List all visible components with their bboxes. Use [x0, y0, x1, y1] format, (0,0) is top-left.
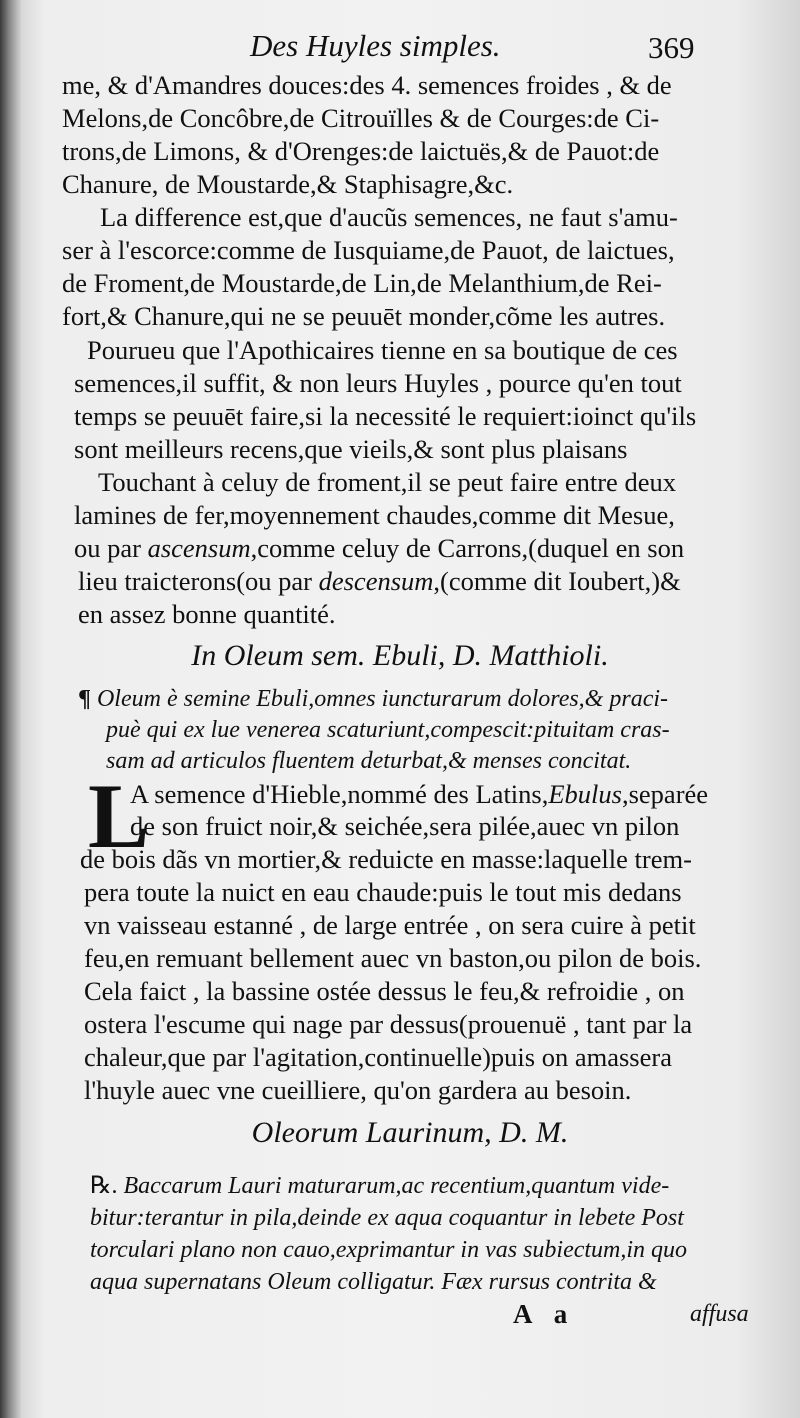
signature-mark: A a: [513, 1299, 576, 1329]
text-line: pera toute la nuict en eau chaude:puis le tout mis dedans: [84, 877, 682, 907]
summary-line: [0, 682, 800, 716]
text-line: vn vaisseau estanné , de large entrée , on sera cuire à petit: [84, 910, 696, 940]
recipe-line: bitur:terantur in pila,deinde ex aqua coquantur in lebete Post: [90, 1205, 684, 1231]
text-line: chaleur,que par l'agitation,continuelle)puis on amassera: [84, 1042, 672, 1072]
recipe-line: torculari plano non cauo,exprimantur in vas subiectum,in quo: [90, 1237, 688, 1263]
text-line: temps se peuuēt faire,si la necessité le requiert:ioinct qu'ils: [74, 401, 697, 431]
text-line: de son fruict noir,& seichée,sera pilée,auec vn pilon: [130, 811, 680, 841]
text-line: Pourueu que l'Apothicaires tienne en sa boutique de ces: [87, 335, 678, 365]
section-heading: Oleorum Laurinum, D. M.: [251, 1116, 569, 1149]
text-span: ,separée: [621, 779, 709, 809]
text-line: sont meilleurs recens,que vieils,& sont plus plaisans: [74, 434, 628, 464]
text-line: feu,en remuant bellement auec vn baston,ou pilon de bois.: [84, 943, 702, 973]
page-number: 369: [648, 30, 695, 65]
recipe-line: aqua supernatans Oleum colligatur. Fæx rursus contrita &: [90, 1269, 657, 1295]
text-line: ostera l'escume qui nage par dessus(prouenuë , tant par la: [84, 1009, 693, 1039]
text-line: Touchant à celuy de froment,il se peut faire entre deux: [98, 467, 676, 497]
text-span: ,(comme dit Ioubert,)&: [433, 566, 681, 596]
latin-term: descensum: [318, 566, 434, 596]
catchword: affusa: [690, 1301, 749, 1327]
latin-term: Ebulus: [548, 779, 622, 809]
recipe-text: Baccarum Lauri maturarum,ac recentium,quantum vide-: [123, 1173, 670, 1199]
text-line: lamines de fer,moyennement chaudes,comme dit Mesue,: [74, 500, 675, 530]
text-line: de Froment,de Moustarde,de Lin,de Melanthium,de Rei-: [62, 268, 662, 298]
text-line: fort,& Chanure,qui ne se peuuēt monder,cõme les autres.: [62, 301, 666, 331]
text-line: ser à l'escorce:comme de Iusquiame,de Pauot, de laictues,: [62, 235, 675, 265]
text-span: lieu traicterons(ou par: [78, 566, 319, 596]
text-line: Cela faict , la bassine ostée dessus le feu,& refroidie , on: [84, 976, 685, 1006]
section-heading: In Oleum sem. Ebuli, D. Matthioli.: [191, 639, 609, 672]
text-line: [0, 564, 800, 598]
text-line: me, & d'Amandres douces:des 4. semences froides , & de: [62, 70, 672, 100]
summary-line: sam ad articulos fluentem deturbat,& menses concitat.: [106, 748, 632, 774]
text-line: [0, 777, 800, 811]
text-line: l'huyle auec vne cueilliere, qu'on gardera au besoin.: [84, 1075, 632, 1105]
recipe-icon: ℞.: [90, 1173, 124, 1199]
drop-cap: L: [88, 765, 150, 867]
text-line: La difference est,que d'aucũs semences, ne faut s'amu-: [100, 202, 678, 232]
summary-line: puè qui ex lue venerea scaturiunt,compescit:pituitam cras-: [106, 717, 670, 743]
recipe-line: [0, 1169, 800, 1203]
text-line: Chanure, de Moustarde,& Staphisagre,&c.: [62, 169, 514, 199]
text-line: trons,de Limons, & d'Orenges:de laictuës,& de Pauot:de: [62, 136, 660, 166]
text-line: en assez bonne quantité.: [78, 599, 336, 629]
text-line: semences,il suffit, & non leurs Huyles , pource qu'en tout: [74, 368, 682, 398]
running-title: Des Huyles simples.: [250, 28, 501, 63]
latin-term: ascensum: [147, 533, 251, 563]
text-span: A semence d'Hieble,nommé des Latins,: [130, 779, 549, 809]
summary-text: Oleum è semine Ebuli,omnes iuncturarum dolores,& praci-: [96, 686, 668, 712]
text-line: de bois dãs vn mortier,& reduicte en masse:laquelle trem-: [80, 844, 692, 874]
text-line: [0, 531, 800, 565]
pilcrow-icon: ¶: [78, 686, 91, 712]
text-span: ou par: [74, 533, 148, 563]
page-header: [0, 24, 800, 68]
text-line: Melons,de Concôbre,de Citrouïlles & de Courges:de Ci-: [62, 103, 660, 133]
text-span: ,comme celuy de Carrons,(duquel en son: [250, 533, 685, 563]
